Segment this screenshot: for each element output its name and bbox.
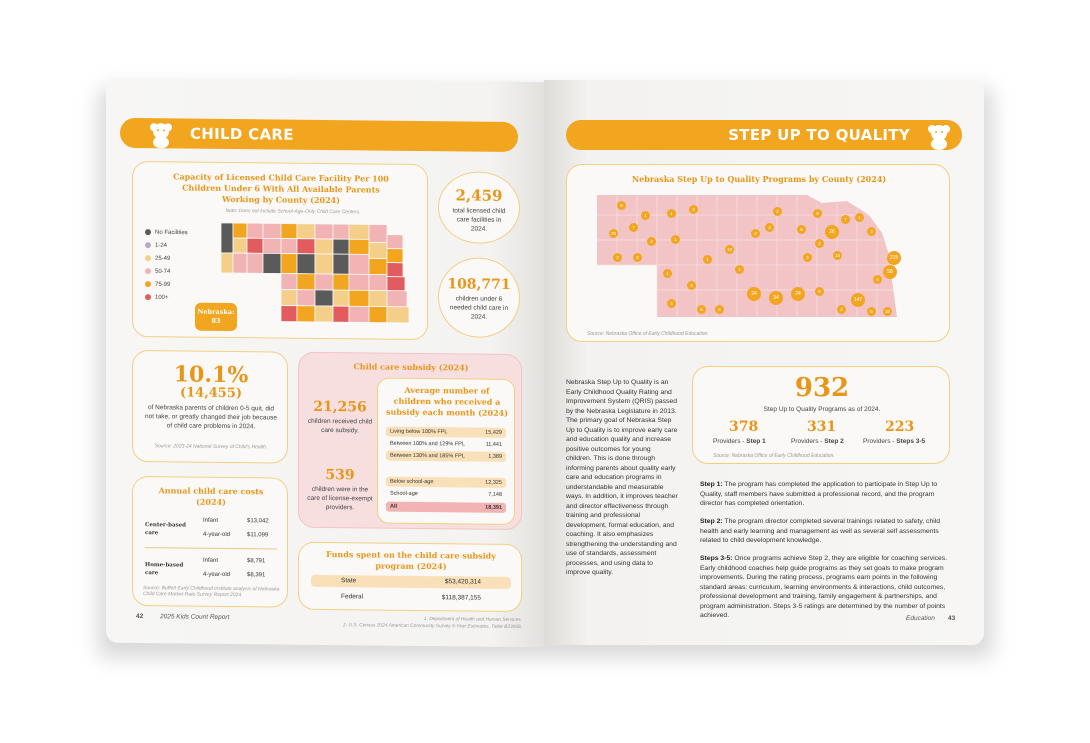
county-marker: 3 bbox=[837, 305, 846, 314]
county-marker: 15 bbox=[834, 253, 840, 258]
costs-source: Source: Buffett Early Childhood Institute analysis of Nebraska Child Care Market Rate Survey Report 2024. bbox=[143, 585, 280, 599]
legend-item: 75-99 bbox=[145, 281, 170, 288]
step2-number: 331 bbox=[807, 419, 837, 435]
subsidy-heading: Child care subsidy (2024) bbox=[353, 361, 469, 373]
banner-title: CHILD CARE bbox=[190, 124, 294, 144]
county-marker: 7 bbox=[841, 215, 850, 224]
county-marker: 3 bbox=[867, 227, 876, 236]
child-care-banner bbox=[120, 118, 518, 152]
county-marker: 25 bbox=[610, 231, 616, 236]
infant-label: Infant bbox=[203, 557, 219, 564]
step1-label: Providers - Step 1 bbox=[713, 438, 766, 445]
step2-paragraph: Step 2: The program director completed several trainings related to safety, child health and early learning and management as well as several self assessments related to child development knowledge. bbox=[700, 518, 941, 544]
step1-number: 378 bbox=[729, 419, 759, 435]
county-marker: 1 bbox=[671, 235, 680, 244]
quit-source: Source: 2023-24 National Survey of Child's Health. bbox=[154, 443, 268, 451]
home-based-label: Home-based care bbox=[145, 562, 184, 577]
county-marker: 1 bbox=[641, 211, 650, 220]
children-number: 108,771 bbox=[447, 276, 511, 293]
teddy-bear-icon bbox=[924, 122, 954, 150]
map-source: Source: Nebraska Office of Early Childhood Education. bbox=[587, 331, 709, 337]
section-name: Education bbox=[906, 615, 935, 622]
table-row: School-age 7,148 bbox=[390, 490, 502, 498]
received-number: 21,256 bbox=[313, 398, 367, 416]
map-heading: Nebraska Step Up to Quality Programs by County (2024) bbox=[631, 174, 887, 184]
banner-title: STEP UP TO QUALITY bbox=[728, 126, 910, 144]
funds-heading: Funds spent on the child care subsidy program (2024) bbox=[326, 549, 496, 572]
nebraska-program-map bbox=[597, 195, 897, 321]
county-marker: 1 bbox=[735, 265, 744, 274]
county-marker: 24 bbox=[791, 287, 805, 301]
home-four-cost: $8,391 bbox=[247, 572, 266, 579]
average-heading: Average number of children who received a subsidy each month (2024) bbox=[386, 384, 508, 418]
center-based-label: Center-based care bbox=[145, 522, 186, 537]
state-row: State $53,420,314 bbox=[311, 575, 511, 589]
facilities-oval bbox=[438, 171, 520, 244]
footnote-2: 2. U.S. Census 2024 American Community Survey 5-Year Estimates, Table B23008. bbox=[343, 623, 522, 631]
county-marker: 1 bbox=[855, 213, 864, 222]
steps35-paragraph: Steps 3-5: Once programs achieve Step 2, they are eligible for coaching services. Early childhood coaches help guide programs as they set goals to make program improvements. During the rating process, programs earn points in the following standard areas: curriculum, learning environments & interactions, child outcomes, professional development and training, family engagement & partnerships, and program administration. Steps 3-5 ratings are determined by the number of points achieved. bbox=[700, 555, 948, 619]
center-infant-cost: $13,042 bbox=[247, 518, 269, 525]
average-table bbox=[377, 378, 515, 525]
right-page bbox=[544, 80, 984, 645]
exempt-text: children were in the care of license-exempt providers. bbox=[307, 485, 373, 512]
facilities-text: total licensed child care facilities in 2024. bbox=[452, 207, 506, 233]
legend-item: 100+ bbox=[145, 294, 169, 301]
center-four-cost: $11,099 bbox=[247, 532, 269, 539]
page-number: 43 bbox=[948, 615, 956, 622]
county-marker: 1 bbox=[663, 269, 672, 278]
intro-paragraph: Nebraska Step Up to Quality is an Early Childhood Quality Rating and Improvement System (QRIS) passed by the Nebraska Legislature in 2013. The primary goal of Nebraska Step Up to Quality is to improve early care and education quality and increase positive outcomes for young children. This is done through informing parents about quality early care and education programs in understandable and measurable ways. In addition, it improves teacher and director effectiveness through training and professional development, formal education, and coaching. It also emphasizes strengthening the understanding and use of standards, assessment processes, and using data to improve quality. bbox=[566, 379, 678, 576]
county-marker: 1 bbox=[667, 209, 676, 218]
legend-item: 50-74 bbox=[145, 268, 170, 275]
legend-item: No Facilities bbox=[145, 229, 188, 236]
quit-percent: 10.1% bbox=[173, 361, 249, 389]
quit-text: of Nebraska parents of children 0-5 quit, did not take, or greatly changed their job because of child care problems in 2024. bbox=[145, 404, 277, 431]
programs-card bbox=[692, 366, 950, 464]
county-marker: 3 bbox=[689, 205, 698, 214]
county-marker: 4 bbox=[667, 299, 676, 308]
table-row: Living below 100% FPL 15,429 bbox=[386, 427, 506, 438]
county-marker: 6 bbox=[815, 287, 824, 296]
county-marker: 2 bbox=[613, 253, 622, 262]
county-marker: 1 bbox=[703, 255, 712, 264]
step2-label: Providers - Step 2 bbox=[791, 438, 844, 445]
step-up-banner bbox=[566, 120, 962, 150]
county-marker: 2 bbox=[773, 207, 782, 216]
county-marker: 6 bbox=[697, 305, 706, 314]
county-marker: 5 bbox=[867, 307, 876, 316]
table-row: Below school-age 12,325 bbox=[386, 477, 506, 488]
county-marker: 2 bbox=[803, 253, 812, 262]
steps35-label: Providers - Steps 3-5 bbox=[863, 438, 926, 445]
legend-item: 1-24 bbox=[145, 242, 167, 249]
received-text: children received child care subsidy. bbox=[307, 417, 373, 435]
capacity-map-card bbox=[132, 161, 428, 340]
children-oval bbox=[438, 257, 520, 338]
capacity-note: Note: Does not include School-Age-Only Child Care Centers. bbox=[225, 207, 361, 216]
steps35-number: 223 bbox=[885, 419, 915, 435]
four-year-label: 4-year-old bbox=[203, 571, 231, 579]
federal-row: Federal $118,387,155 bbox=[341, 593, 481, 602]
children-text: children under 6 needed child care in 2024. bbox=[449, 295, 509, 321]
infant-label: Infant bbox=[203, 517, 219, 524]
county-marker: 215 bbox=[887, 251, 901, 265]
costs-card bbox=[132, 476, 288, 608]
county-marker: 2 bbox=[633, 253, 642, 262]
home-infant-cost: $8,791 bbox=[247, 558, 266, 565]
programs-source: Source: Nebraska Office of Early Childhood Education. bbox=[713, 453, 835, 459]
county-marker: 3 bbox=[765, 223, 774, 232]
county-marker: 2 bbox=[751, 229, 760, 238]
quit-job-card bbox=[132, 350, 288, 464]
four-year-label: 4-year-old bbox=[203, 531, 231, 539]
county-marker: 10 bbox=[884, 309, 890, 314]
divider bbox=[145, 547, 277, 549]
county-marker: 34 bbox=[769, 291, 783, 305]
county-marker: 8 bbox=[617, 201, 626, 210]
nebraska-badge: Nebraska: 83 bbox=[195, 303, 237, 331]
facilities-number: 2,459 bbox=[455, 186, 503, 205]
county-marker: 3 bbox=[815, 239, 824, 248]
county-marker: 58 bbox=[883, 265, 897, 279]
programs-total: 932 bbox=[794, 373, 850, 403]
report-title: 2025 Kids Count Report bbox=[160, 613, 230, 621]
county-marker: 3 bbox=[687, 281, 696, 290]
table-row: All 18,391 bbox=[386, 502, 506, 513]
footnote-1: 1. Department of Health and Human Services. bbox=[423, 617, 522, 624]
county-marker: 4 bbox=[647, 237, 656, 246]
county-marker: 26 bbox=[825, 225, 839, 239]
legend-item: 25-49 bbox=[145, 255, 170, 262]
county-marker: 24 bbox=[747, 287, 761, 301]
quit-count: (14,455) bbox=[179, 385, 243, 402]
teddy-bear-icon bbox=[146, 120, 176, 148]
county-marker: 6 bbox=[715, 305, 724, 314]
programs-total-text: Step Up to Quality Programs as of 2024. bbox=[763, 406, 881, 413]
county-marker: 9 bbox=[813, 209, 822, 218]
county-marker: 4 bbox=[873, 275, 882, 284]
county-marker: 7 bbox=[629, 223, 638, 232]
exempt-number: 539 bbox=[325, 467, 355, 484]
step-up-map-card bbox=[566, 164, 950, 342]
county-marker: 5 bbox=[797, 225, 806, 234]
costs-heading: Annual child care costs (2024) bbox=[158, 485, 264, 507]
nebraska-choropleth-map bbox=[221, 223, 417, 325]
county-marker: 147 bbox=[851, 293, 865, 307]
page-number: 42 bbox=[136, 613, 144, 621]
table-row: Between 130% and 185% FPL 1,389 bbox=[386, 451, 506, 462]
capacity-heading: Capacity of Licensed Child Care Facility Per 100 Children Under 6 With All Available Parents Working by County (2024) bbox=[173, 171, 389, 206]
table-row: Between 100% and 129% FPL 11,441 bbox=[390, 440, 502, 448]
step1-paragraph: Step 1: The program has completed the application to participate in Step Up to Quality, staff members have submitted a professional record, and the program director has completed orientation. bbox=[700, 481, 938, 507]
left-page bbox=[106, 78, 544, 648]
funds-card bbox=[298, 542, 522, 612]
subsidy-card bbox=[298, 352, 522, 530]
county-marker: 10 bbox=[726, 247, 732, 252]
